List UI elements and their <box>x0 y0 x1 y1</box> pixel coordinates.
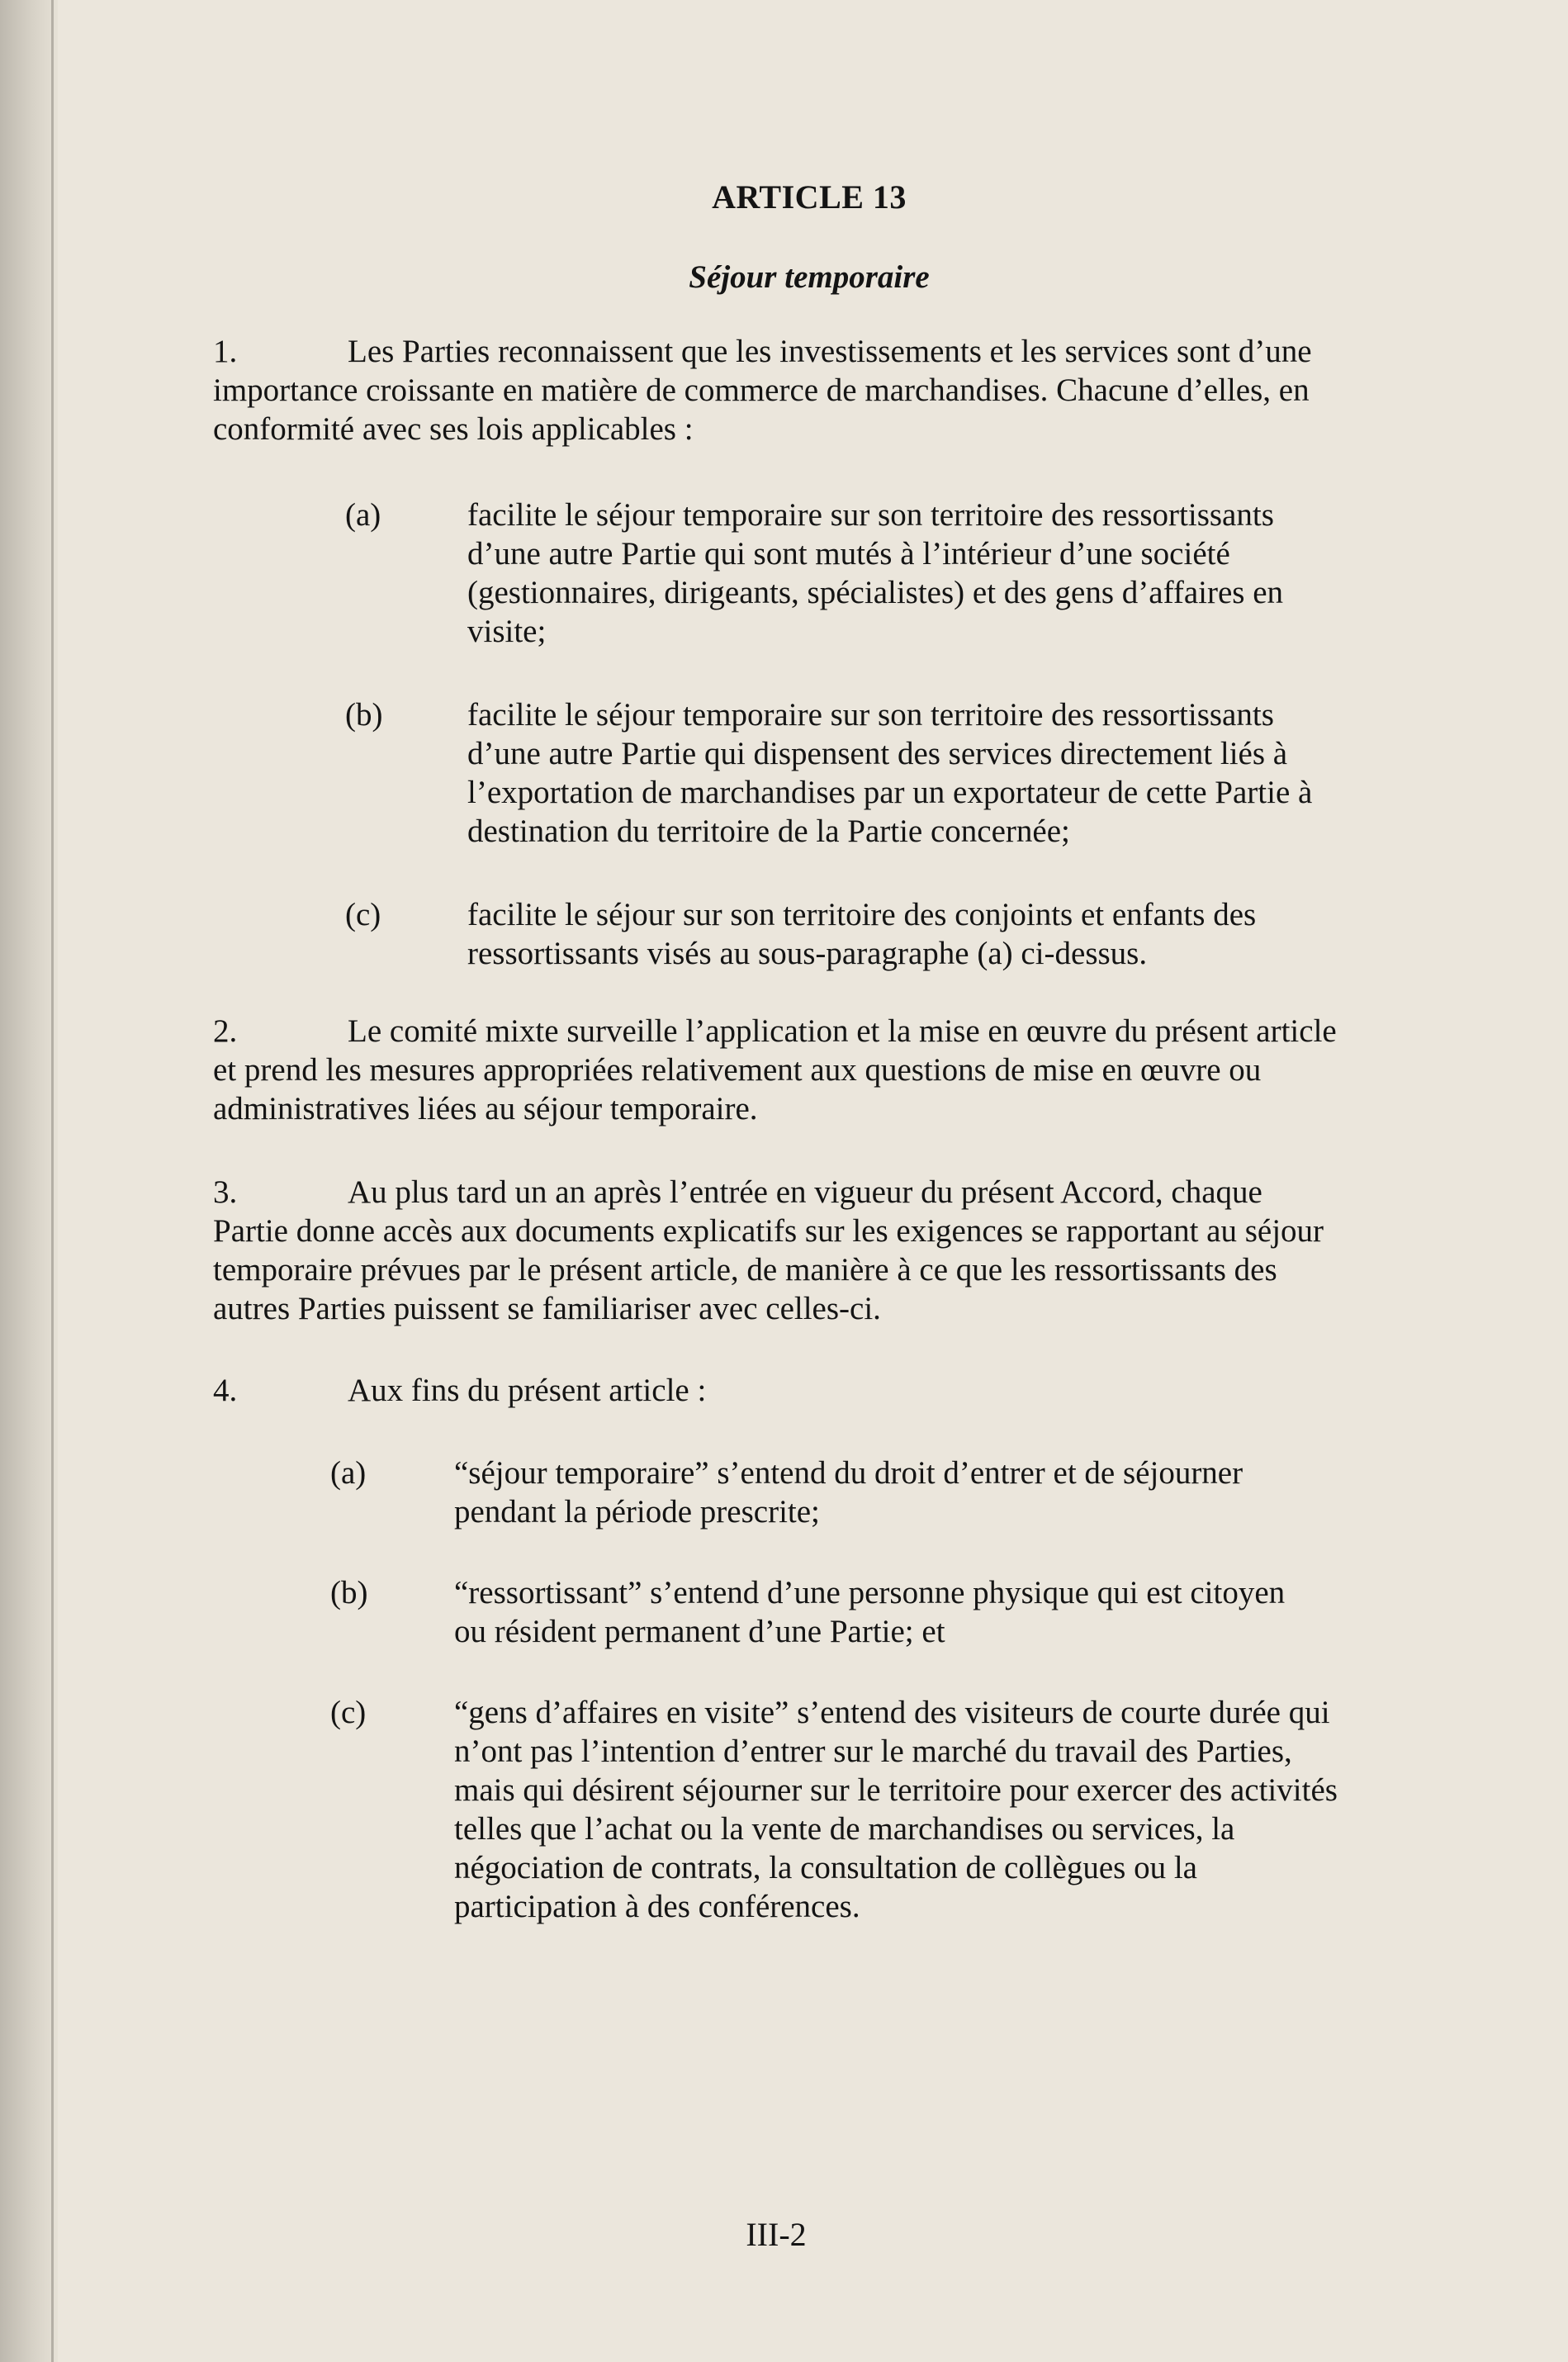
paragraph-text: Au plus tard un an après l’entrée en vigueur du présent Accord, chaque Partie donne accès aux documents explicatifs sur les exigences se rapportant au séjour temporaire prévues par le présent article, de manière à ce que les ressortissants des autres Parties puissent se familiariser avec celles-ci. <box>213 1174 1324 1326</box>
paragraph-number: 1. <box>213 334 238 369</box>
paragraph-2 <box>213 1012 1344 1128</box>
paragraph-text: Aux fins du présent article : <box>348 1373 707 1408</box>
paragraph-number: 4. <box>213 1373 238 1408</box>
item-marker: (c) <box>330 1695 367 1730</box>
item-marker: (a) <box>330 1455 367 1491</box>
paragraph-text: Le comité mixte surveille l’application et la mise en œuvre du présent article et prend les mesures appropriées relativement aux questions de mise en œuvre ou administratives liées au séjour temporaire. <box>213 1013 1337 1126</box>
section-title: Séjour temporaire <box>689 259 930 295</box>
binding-shadow <box>51 0 54 2362</box>
binding-gutter <box>0 0 58 2362</box>
item-text: facilite le séjour temporaire sur son territoire des ressortissants d’une autre Partie qui sont mutés à l’intérieur d’une société (gestionnaires, dirigeants, spécialistes) et des gens d’affaires en visite; <box>467 497 1284 649</box>
item-text: “séjour temporaire” s’entend du droit d’entrer et de séjourner pendant la période prescrite; <box>454 1455 1244 1530</box>
article-title: ARTICLE 13 <box>712 178 907 216</box>
paragraph-number: 3. <box>213 1174 238 1210</box>
item-marker: (a) <box>345 497 381 533</box>
paragraph-4 <box>213 1371 1344 1410</box>
item-marker: (b) <box>345 697 383 733</box>
paragraph-text: Les Parties reconnaissent que les investissements et les services sont d’une importance croissante en matière de commerce de marchandises. Chacune d’elles, en conformité avec ses lois applicables : <box>213 334 1312 447</box>
page-number: III-2 <box>746 2216 807 2253</box>
paragraph-number: 2. <box>213 1013 238 1049</box>
item-text: “ressortissant” s’entend d’une personne physique qui est citoyen ou résident permanent d’une Partie; et <box>454 1575 1286 1649</box>
item-marker: (c) <box>345 897 381 932</box>
paragraph-3 <box>213 1173 1344 1328</box>
item-text: “gens d’affaires en visite” s’entend des visiteurs de courte durée qui n’ont pas l’intention d’entrer sur le marché du travail des Parties, mais qui désirent séjourner sur le territoire pour exercer des activités telles que l’achat ou la vente de marchandises ou services, la négociation de contrats, la consultation de collègues ou la participation à des conférences. <box>454 1695 1338 1924</box>
item-marker: (b) <box>330 1575 368 1610</box>
item-text: facilite le séjour temporaire sur son territoire des ressortissants d’une autre Partie qui dispensent des services directement liés à l’exportation de marchandises par un exportateur de cette Partie à destination du territoire de la Partie concernée; <box>467 697 1313 849</box>
paragraph-1 <box>213 332 1344 448</box>
item-text: facilite le séjour sur son territoire des conjoints et enfants des ressortissants visés au sous-paragraphe (a) ci-dessus. <box>467 897 1257 971</box>
